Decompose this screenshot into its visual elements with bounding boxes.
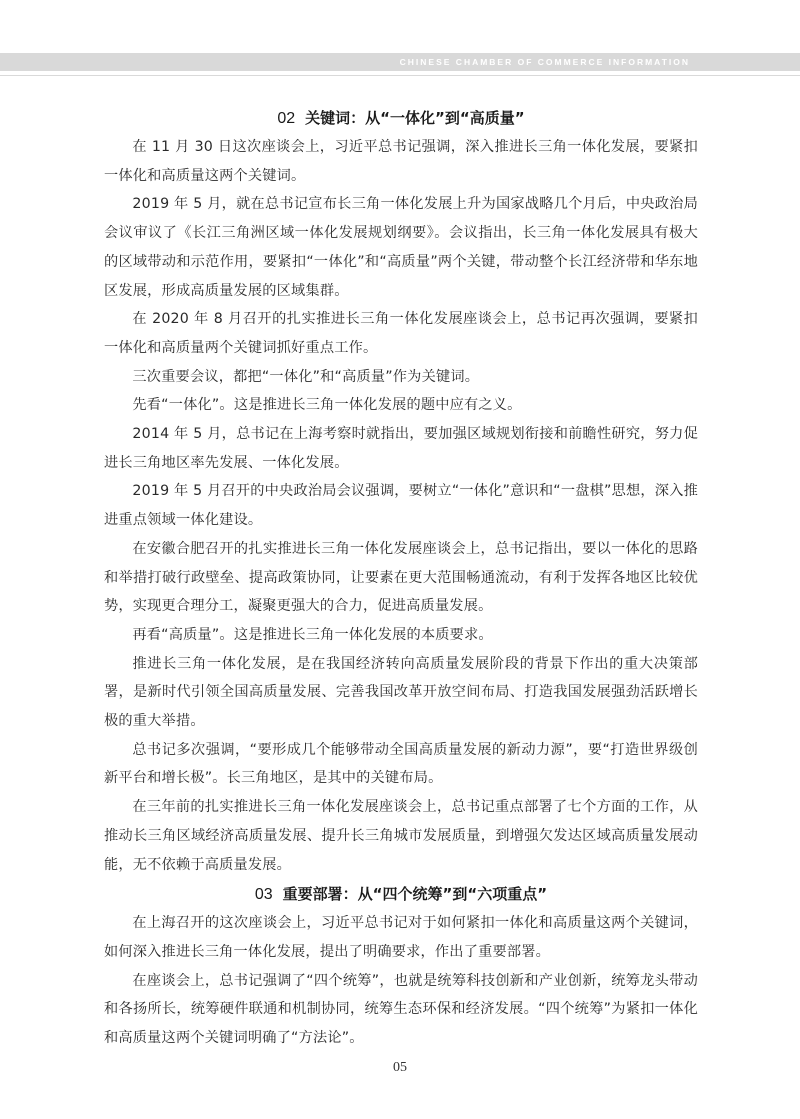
paragraph: 在上海召开的这次座谈会上，习近平总书记对于如何紧扣一体化和高质量这两个关键词，如何深入推进长三角一体化发展，提出了明确要求，作出了重要部署。 [104, 915, 698, 960]
paragraph: 在安徽合肥召开的扎实推进长三角一体化发展座谈会上，总书记指出，要以一体化的思路和举措打破行政壁垒、提高政策协同，让要素在更大范围畅通流动，有利于发挥各地区比较优势，实现更合理分工，凝聚更强大的合力，促进高质量发展。 [104, 540, 698, 615]
publication-title: CHINESE CHAMBER OF COMMERCE INFORMATION [399, 57, 690, 67]
section-heading [104, 103, 698, 133]
paragraph: 2014 年 5 月，总书记在上海考察时就指出，要加强区域规划衔接和前瞻性研究，努力促进长三角地区率先发展、一体化发展。 [104, 426, 698, 471]
paragraph: 在座谈会上，总书记强调了“四个统筹”，也就是统筹科技创新和产业创新，统筹龙头带动和各扬所长，统筹硬件联通和机制协同，统筹生态环保和经济发展。“四个统筹”为紧扣一体化和高质量这两个关键词明确了“方法论”。 [104, 972, 698, 1047]
paragraph: 推进长三角一体化发展，是在我国经济转向高质量发展阶段的背景下作出的重大决策部署，是新时代引领全国高质量发展、完善我国改革开放空间布局、打造我国发展强劲活跃增长极的重大举措。 [104, 655, 698, 730]
header-band [0, 53, 800, 71]
paragraph: 先看“一体化”。这是推进长三角一体化发展的题中应有之义。 [132, 397, 522, 414]
paragraph: 再看“高质量”。这是推进长三角一体化发展的本质要求。 [132, 626, 493, 643]
paragraph: 2019 年 5 月，就在总书记宣布长三角一体化发展上升为国家战略几个月后，中央政治局会议审议了《长江三角洲区域一体化发展规划纲要》。会议指出，长三角一体化发展具有极大的区域带动和示范作用，要紧扣“一体化”和“高质量”两个关键，带动整个长江经济带和华东地区发展，形成高质量发展的区域集群。 [104, 196, 698, 299]
article-body [104, 103, 698, 1053]
page-number: 05 [393, 1060, 407, 1075]
section-number: 03 [254, 886, 273, 904]
section-number: 02 [277, 110, 296, 127]
paragraph: 在三年前的扎实推进长三角一体化发展座谈会上，总书记重点部署了七个方面的工作，从推动长三角区域经济高质量发展、提升长三角城市发展质量，到增强欠发达区域高质量发展动能，无不依赖于高质量发展。 [104, 799, 698, 873]
paragraph: 2019 年 5 月召开的中央政治局会议强调，要树立“一体化”意识和“一盘棋”思想，深入推进重点领域一体化建设。 [104, 483, 698, 529]
paragraph: 总书记多次强调，“要形成几个能够带动全国高质量发展的新动力源”，要“打造世界级创新平台和增长极”。长三角地区，是其中的关键布局。 [104, 741, 698, 787]
header-divider [0, 75, 800, 76]
paragraph: 在 11 月 30 日这次座谈会上，习近平总书记强调，深入推进长三角一体化发展，要紧扣一体化和高质量这两个关键词。 [104, 139, 698, 184]
section-heading [104, 879, 698, 909]
section-title: 重要部署：从“四个统筹”到“六项重点” [282, 885, 548, 904]
paragraph: 在 2020 年 8 月召开的扎实推进长三角一体化发展座谈会上，总书记再次强调，要紧扣一体化和高质量两个关键词抓好重点工作。 [104, 311, 698, 356]
section-title: 关键词：从“一体化”到“高质量” [305, 109, 525, 127]
paragraph: 三次重要会议，都把“一体化”和“高质量”作为关键词。 [132, 368, 480, 385]
